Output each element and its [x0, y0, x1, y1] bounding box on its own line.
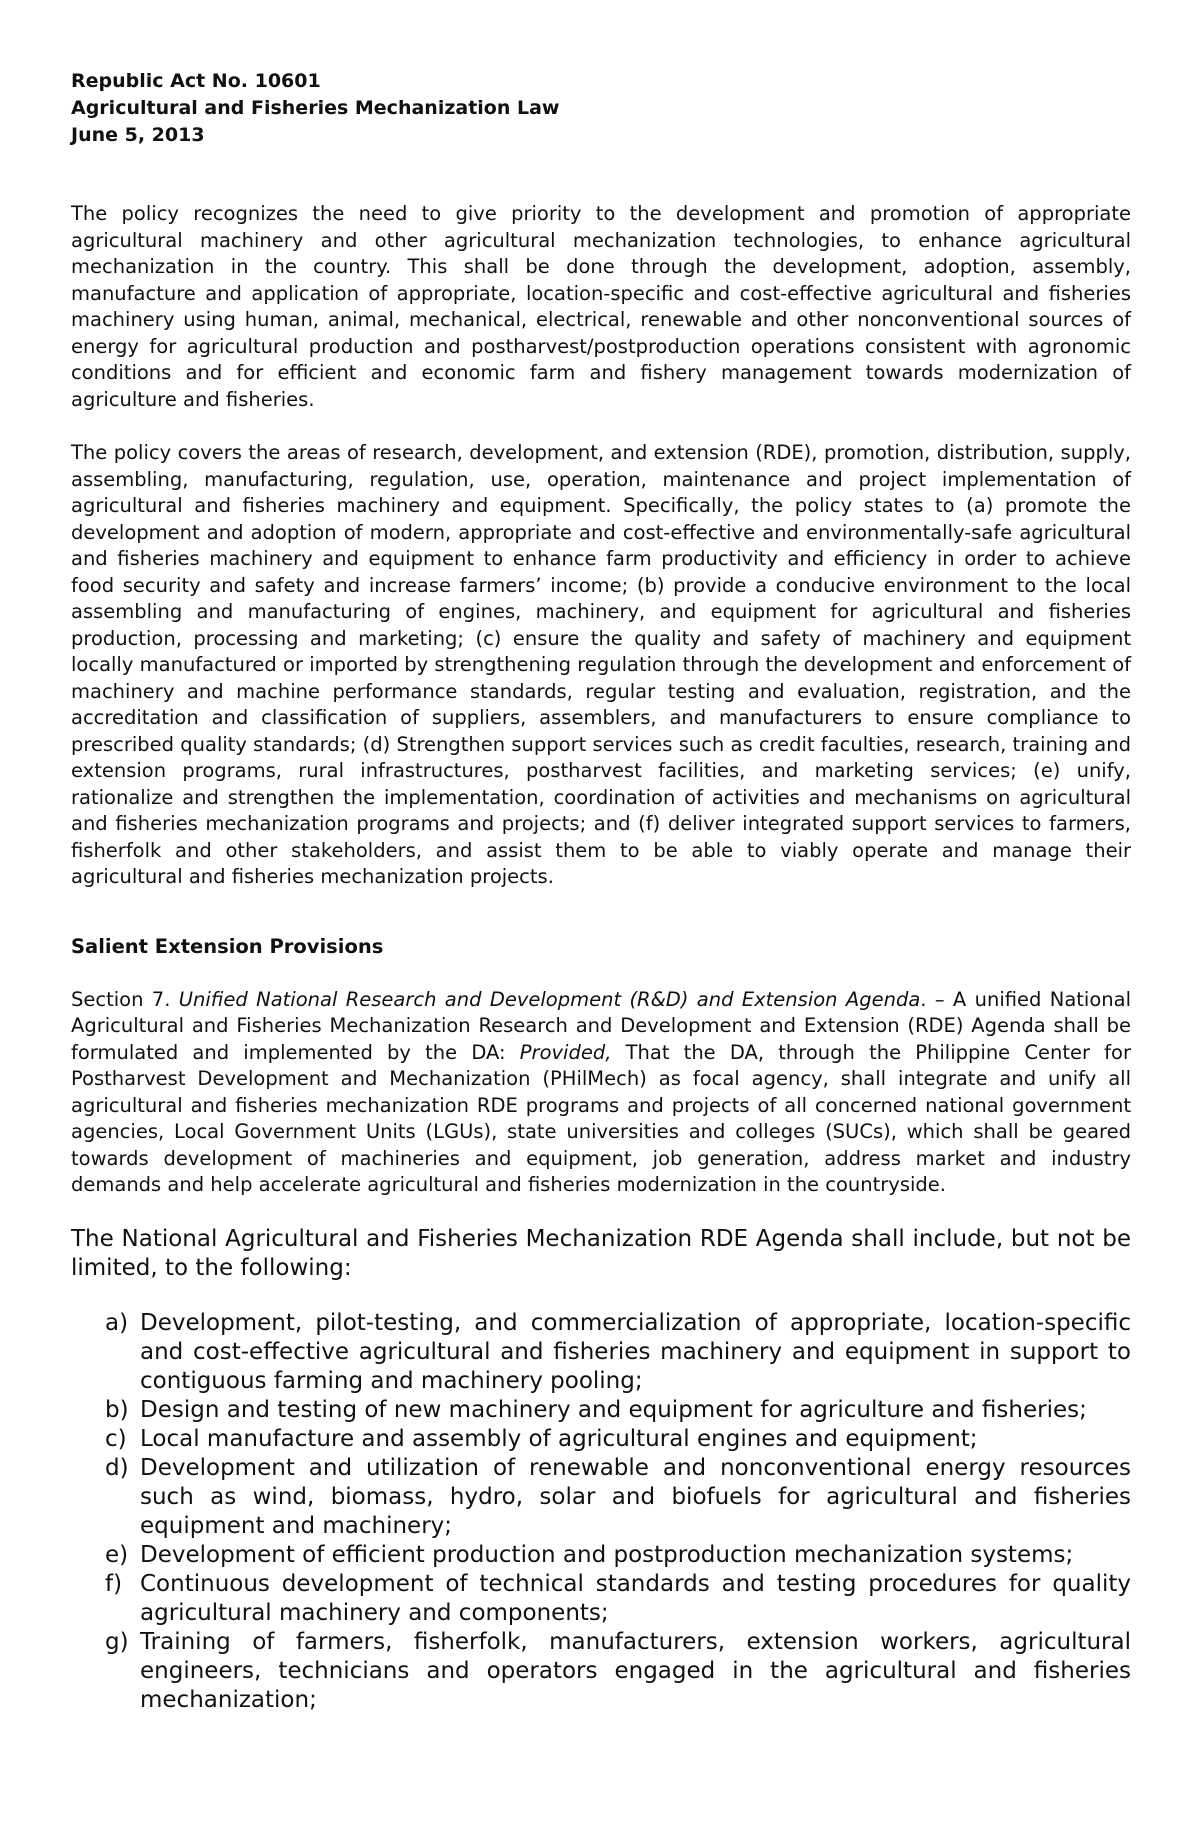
agenda-item-letter: a) — [105, 1309, 129, 1336]
policy-coverage-paragraph: The policy covers the areas of research, development, and extension (RDE), promotion, distribution, supply, assembling, manufacturing, regulation, use, operation, maintenance and project implementation of agricultural and fisheries machinery and equipment. Specifically, the policy states to (a) promote the development and adoption of modern, appropriate and cost-effective and environmentally-safe agricultural and fisheries machinery and equipment to enhance farm productivity and efficiency in order to achieve food security and safety and increase farmers’ income; (b) provide a conducive environment to the local assembling and manufacturing of engines, machinery, and equipment for agricultural and fisheries production, processing and marketing; (c) ensure the quality and safety of machinery and equipment locally manufactured or imported by strengthening regulation through the development and enforcement of machinery and machine performance standards, regular testing and evaluation, registration, and the accreditation and classification of suppliers, assemblers, and manufacturers to ensure compliance to prescribed quality standards; (d) Strengthen support services such as credit faculties, research, training and extension programs, rural infrastructures, postharvest facilities, and marketing services; (e) unify, rationalize and strengthen the implementation, coordination of activities and mechanisms on agricultural and fisheries mechanization programs and projects; and (f) deliver integrated support services to farmers, fisherfolk and other stakeholders, and assist them to be able to viably operate and manage their agricultural and fisheries mechanization projects. — [71, 441, 1131, 888]
agenda-item-letter: c) — [105, 1425, 127, 1452]
agenda-item — [71, 1570, 1131, 1628]
agenda-intro: The National Agricultural and Fisheries Mechanization RDE Agenda shall include, but not be limited, to the following: — [71, 1225, 1131, 1281]
agenda-item-letter: d) — [105, 1454, 129, 1481]
agenda-item-letter: e) — [105, 1541, 129, 1568]
agenda-item — [71, 1541, 1131, 1570]
agenda-item-letter: f) — [105, 1570, 123, 1597]
policy-priority-paragraph: The policy recognizes the need to give priority to the development and promotion of appropriate agricultural machinery and other agricultural mechanization technologies, to enhance agricultural mechanization in the country. This shall be done through the development, adoption, assembly, manufacture and application of appropriate, location-specific and cost-effective agricultural and fisheries machinery using human, animal, mechanical, electrical, renewable and other nonconventional sources of energy for agricultural production and postharvest/postproduction operations consistent with agronomic conditions and for efficient and economic farm and fishery management towards modernization of agriculture and fisheries. — [71, 202, 1131, 411]
agenda-item — [71, 1309, 1131, 1396]
agenda-item — [71, 1454, 1131, 1541]
enactment-date: June 5, 2013 — [71, 124, 205, 146]
agenda-item — [71, 1628, 1131, 1715]
agenda-item-text: Training of farmers, fisherfolk, manufacturers, extension workers, agricultural engineers, technicians and operators engaged in the agricultural and fisheries mechanization; — [140, 1628, 1131, 1713]
law-title: Agricultural and Fisheries Mechanization Law — [71, 97, 560, 119]
agenda-item-letter: g) — [105, 1628, 129, 1655]
agenda-item — [71, 1396, 1131, 1425]
section-7-paragraph — [71, 987, 1131, 1199]
agenda-item-letter: b) — [105, 1396, 129, 1423]
section-7-provided: Provided, — [519, 1040, 612, 1064]
document-page — [71, 68, 1131, 1715]
agenda-item — [71, 1425, 1131, 1454]
act-number: Republic Act No. 10601 — [71, 70, 321, 92]
agenda-item-text: Continuous development of technical standards and testing procedures for quality agricultural machinery and components; — [140, 1570, 1131, 1626]
section-7-body: . – A unified National Agricultural and Fisheries Mechanization Research and Development and Extension (RDE) Agenda shall be formulated and implemented by the DA: — [71, 987, 1131, 1064]
agenda-item-text: Development, pilot-testing, and commercialization of appropriate, location-specific and cost-effective agricultural and fisheries machinery and equipment in support to contiguous farming and machinery pooling; — [140, 1309, 1131, 1394]
section-7-label: Section 7. — [71, 987, 179, 1011]
salient-provisions-heading: Salient Extension Provisions — [71, 934, 384, 958]
agenda-item-text: Development of efficient production and postproduction mechanization systems; — [140, 1541, 1074, 1568]
section-7-rest: That the DA, through the Philippine Center for Postharvest Development and Mechanization (PHilMech) as focal agency, shall integrate and unify all agricultural and fisheries mechanization RDE programs and projects of all concerned national government agencies, Local Government Units (LGUs), state universities and colleges (SUCs), which shall be geared towards development of machineries and equipment, job generation, address market and industry demands and help accelerate agricultural and fisheries modernization in the countryside. — [71, 1040, 1131, 1196]
agenda-item-text: Design and testing of new machinery and equipment for agriculture and fisheries; — [140, 1396, 1087, 1423]
agenda-item-text: Development and utilization of renewable and nonconventional energy resources such as wind, biomass, hydro, solar and biofuels for agricultural and fisheries equipment and machinery; — [140, 1454, 1131, 1539]
agenda-item-text: Local manufacture and assembly of agricultural engines and equipment; — [140, 1425, 978, 1452]
section-7-title: Unified National Research and Development (R&D) and Extension Agenda — [178, 987, 921, 1011]
agenda-list — [71, 1309, 1131, 1715]
